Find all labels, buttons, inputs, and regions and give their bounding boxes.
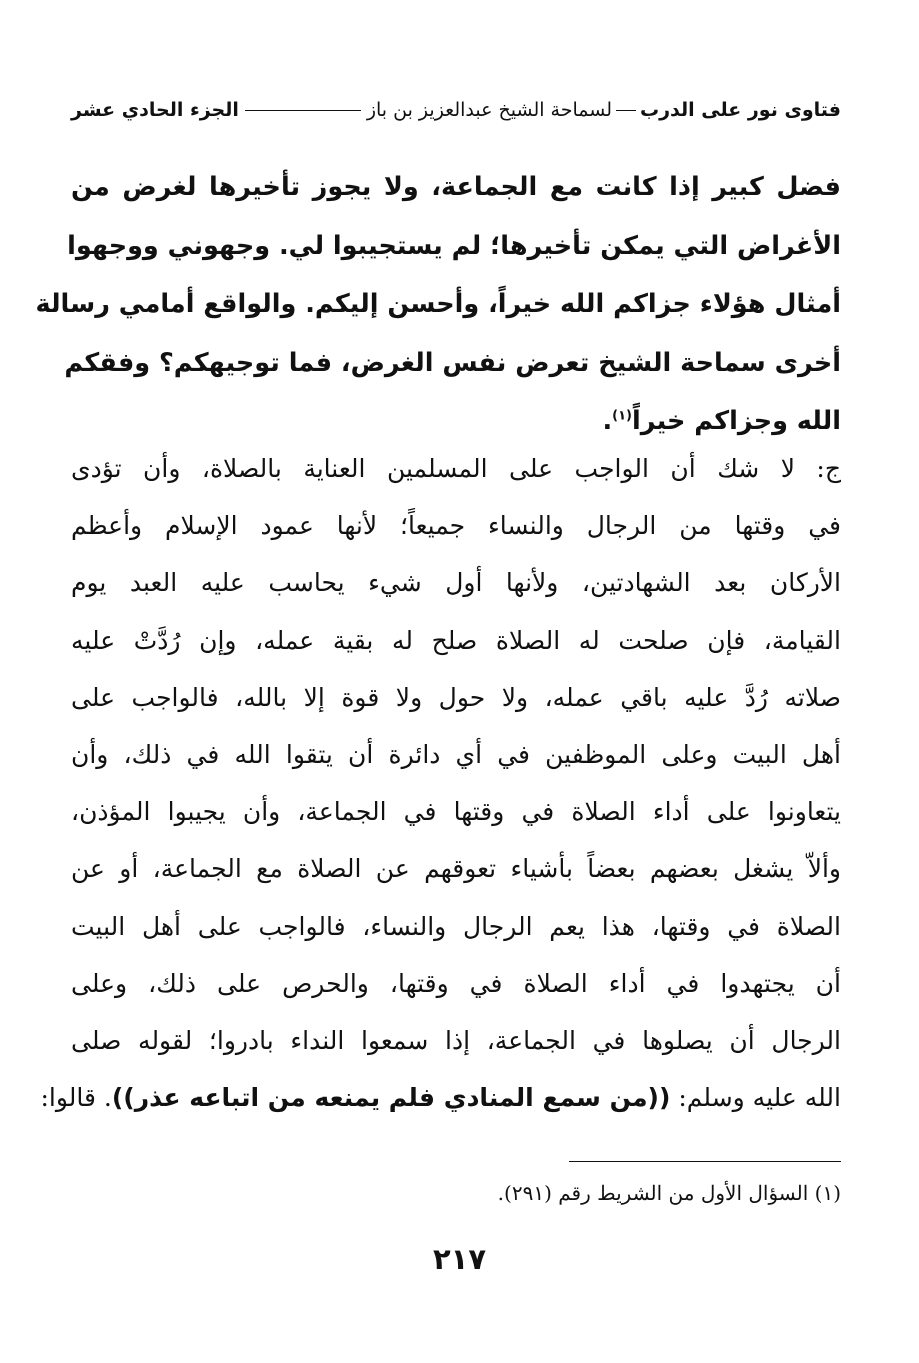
question-last-text: الله وجزاكم خيراً	[632, 406, 841, 436]
answer-line-8: وألاّ يشغل بعضهم بعضاً بأشياء تعوقهم عن الصلاة مع الجماعة، أو عن	[71, 854, 841, 884]
header-dash	[616, 110, 636, 111]
hadith-quote: ((من سمع المنادي فلم يمنعه من اتباعه عذر))	[111, 1083, 671, 1113]
footnote: (١) السؤال الأول من الشريط رقم (٢٩١).	[497, 1181, 841, 1205]
answer-line-6: أهل البيت وعلى الموظفين في أي دائرة أن يتقوا الله في ذلك، وأن	[71, 740, 841, 770]
footnote-reference[interactable]: (١)	[612, 408, 632, 424]
answer-line-2: في وقتها من الرجال والنساء جميعاً؛ لأنها عمود الإسلام وأعظم	[71, 511, 841, 541]
footnote-divider	[569, 1161, 841, 1162]
answer-line-3: الأركان بعد الشهادتين، ولأنها أول شيء يحاسب عليه العبد يوم	[71, 568, 841, 598]
answer-paragraph	[40, 440, 841, 1126]
answer-line-5: صلاته رُدَّ عليه باقي عمله، ولا حول ولا قوة إلا بالله، فالواجب على	[71, 682, 841, 712]
answer-last-suffix: . قالوا:	[40, 1083, 112, 1113]
question-end-punct: .	[602, 406, 613, 436]
answer-line-11: الرجال أن يصلوها في الجماعة، إذا سمعوا النداء بادروا؛ لقوله صلى	[71, 1026, 841, 1056]
volume-label: الجزء الحادي عشر	[71, 99, 239, 121]
header-rule	[245, 110, 361, 111]
answer-line-9: الصلاة في وقتها، هذا يعم الرجال والنساء، فالواجب على أهل البيت	[71, 911, 841, 941]
answer-line-4: القيامة، فإن صلحت له الصلاة صلح له بقية عمله، وإن رُدَّتْ عليه	[71, 625, 841, 655]
answer-last-prefix: الله عليه وسلم:	[678, 1083, 841, 1113]
answer-line-12	[40, 1069, 841, 1126]
question-line-3: أمثال هؤلاء جزاكم الله خيراً، وأحسن إليكم. والواقع أمامي رسالة	[35, 289, 841, 319]
running-header	[71, 92, 841, 128]
question-line-1: فضل كبير إذا كانت مع الجماعة، ولا يجوز تأخيرها لغرض من	[71, 172, 841, 202]
answer-line-7: يتعاونوا على أداء الصلاة في وقتها في الجماعة، وأن يجيبوا المؤذن،	[71, 797, 841, 827]
book-title: فتاوى نور على الدرب	[640, 99, 841, 121]
question-line-2: الأغراض التي يمكن تأخيرها؛ لم يستجيبوا لي. وجهوني ووجهوا	[67, 230, 841, 261]
answer-line-10: أن يجتهدوا في أداء الصلاة في وقتها، والحرص على ذلك، وعلى	[71, 968, 841, 998]
question-line-4: أخرى سماحة الشيخ تعرض نفس الغرض، فما توجيهكم؟ وفقكم	[64, 347, 841, 378]
answer-line-1: ج: لا شك أن الواجب على المسلمين العناية بالصلاة، وأن تؤدى	[71, 454, 841, 483]
question-paragraph	[35, 158, 841, 451]
author-name: لسماحة الشيخ عبدالعزيز بن باز	[366, 99, 612, 121]
page-number: ٢١٧	[432, 1242, 487, 1276]
